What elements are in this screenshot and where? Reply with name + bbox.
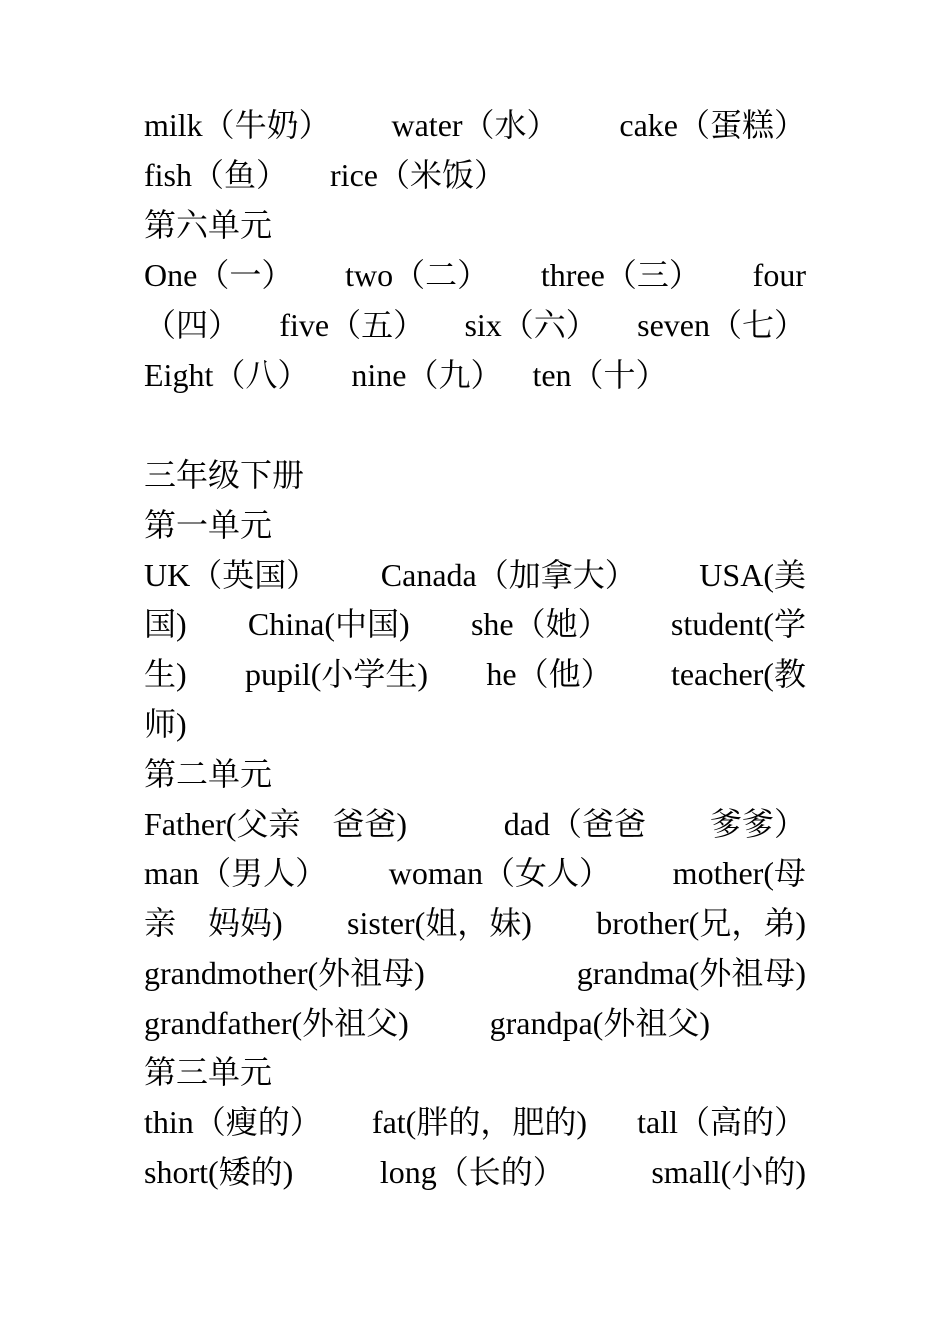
vocab-item: woman（女人） bbox=[388, 855, 611, 891]
vocab-item: ten（十） bbox=[532, 357, 668, 393]
vocab-item: grandfather(外祖父) bbox=[144, 1005, 409, 1041]
vocab-item: teacher(教 bbox=[670, 656, 806, 692]
vocab-item: dad（爸爸 爹爹） bbox=[503, 806, 806, 842]
vocab-item: mother(母 bbox=[672, 855, 806, 891]
vocab-item: she（她） bbox=[470, 606, 610, 642]
unit-heading-1: 第一单元 bbox=[144, 507, 273, 543]
vocab-item: tall（高的） bbox=[637, 1104, 806, 1140]
vocab-item: five（五） bbox=[279, 307, 426, 343]
vocab-line-family-1 bbox=[144, 804, 806, 844]
vocab-line-adjectives-2 bbox=[144, 1152, 806, 1192]
vocab-line-numbers-2 bbox=[144, 305, 806, 345]
vocab-line-people-2 bbox=[144, 654, 806, 694]
vocab-line-people-3: 师) bbox=[144, 706, 187, 742]
vocab-item: long（长的） bbox=[379, 1154, 565, 1190]
vocab-item: Canada（加拿大） bbox=[380, 557, 637, 593]
vocab-item: 生) bbox=[144, 656, 187, 692]
vocab-item: rice（米饭） bbox=[330, 157, 506, 193]
vocab-item: two（二） bbox=[345, 257, 490, 293]
vocab-item: 亲 妈妈) bbox=[144, 905, 283, 941]
vocab-item: 国) bbox=[144, 606, 187, 642]
vocab-item: four bbox=[752, 257, 806, 293]
vocab-item: three（三） bbox=[540, 257, 701, 293]
vocab-line-numbers-1 bbox=[144, 255, 806, 295]
grade-heading: 三年级下册 bbox=[144, 457, 305, 493]
vocab-item: milk（牛奶） bbox=[144, 107, 331, 143]
vocab-item: grandma(外祖母) bbox=[576, 955, 806, 991]
vocab-item: seven（七） bbox=[637, 307, 806, 343]
vocab-item: China(中国) bbox=[247, 606, 410, 642]
vocab-item: he（他） bbox=[486, 656, 613, 692]
vocab-item: Eight（八） bbox=[144, 357, 310, 393]
vocab-item: brother(兄，弟) bbox=[596, 905, 806, 941]
vocab-item: nine（九） bbox=[351, 357, 503, 393]
vocab-item: pupil(小学生) bbox=[244, 656, 429, 692]
vocab-line-countries-1 bbox=[144, 555, 806, 595]
vocab-item: man（男人） bbox=[144, 855, 328, 891]
vocab-item: UK（英国） bbox=[144, 557, 319, 593]
unit-heading-3: 第三单元 bbox=[144, 1054, 273, 1090]
vocab-item: six（六） bbox=[464, 307, 598, 343]
vocab-item: water（水） bbox=[391, 107, 559, 143]
vocab-item: USA(美 bbox=[699, 557, 806, 593]
vocab-item: fish（鱼） bbox=[144, 157, 289, 193]
vocab-item: One（一） bbox=[144, 257, 294, 293]
unit-heading-2: 第二单元 bbox=[144, 756, 273, 792]
unit-heading-6: 第六单元 bbox=[144, 207, 273, 243]
vocab-line-food-1 bbox=[144, 105, 806, 145]
vocab-item: short(矮的) bbox=[144, 1154, 294, 1190]
vocab-item: fat(胖的，肥的) bbox=[371, 1104, 587, 1140]
vocab-item: student(学 bbox=[670, 606, 806, 642]
vocab-item: （四） bbox=[144, 307, 241, 343]
vocab-line-family-3 bbox=[144, 903, 806, 943]
vocab-item: small(小的) bbox=[651, 1154, 806, 1190]
vocab-item: grandpa(外祖父) bbox=[489, 1005, 710, 1041]
vocab-item: cake（蛋糕） bbox=[619, 107, 806, 143]
vocab-line-family-4 bbox=[144, 953, 806, 993]
vocab-line-food-2 bbox=[144, 155, 806, 195]
vocab-line-adjectives-1 bbox=[144, 1102, 806, 1142]
vocab-item: sister(姐，妹) bbox=[347, 905, 532, 941]
vocab-line-family-2 bbox=[144, 853, 806, 893]
vocab-line-people-1 bbox=[144, 604, 806, 644]
vocab-item: Father(父亲 爸爸) bbox=[144, 806, 408, 842]
vocab-item: thin（瘦的） bbox=[144, 1104, 322, 1140]
vocab-line-family-5 bbox=[144, 1003, 710, 1043]
vocab-line-numbers-3 bbox=[144, 355, 806, 395]
vocab-item: grandmother(外祖母) bbox=[144, 955, 425, 991]
